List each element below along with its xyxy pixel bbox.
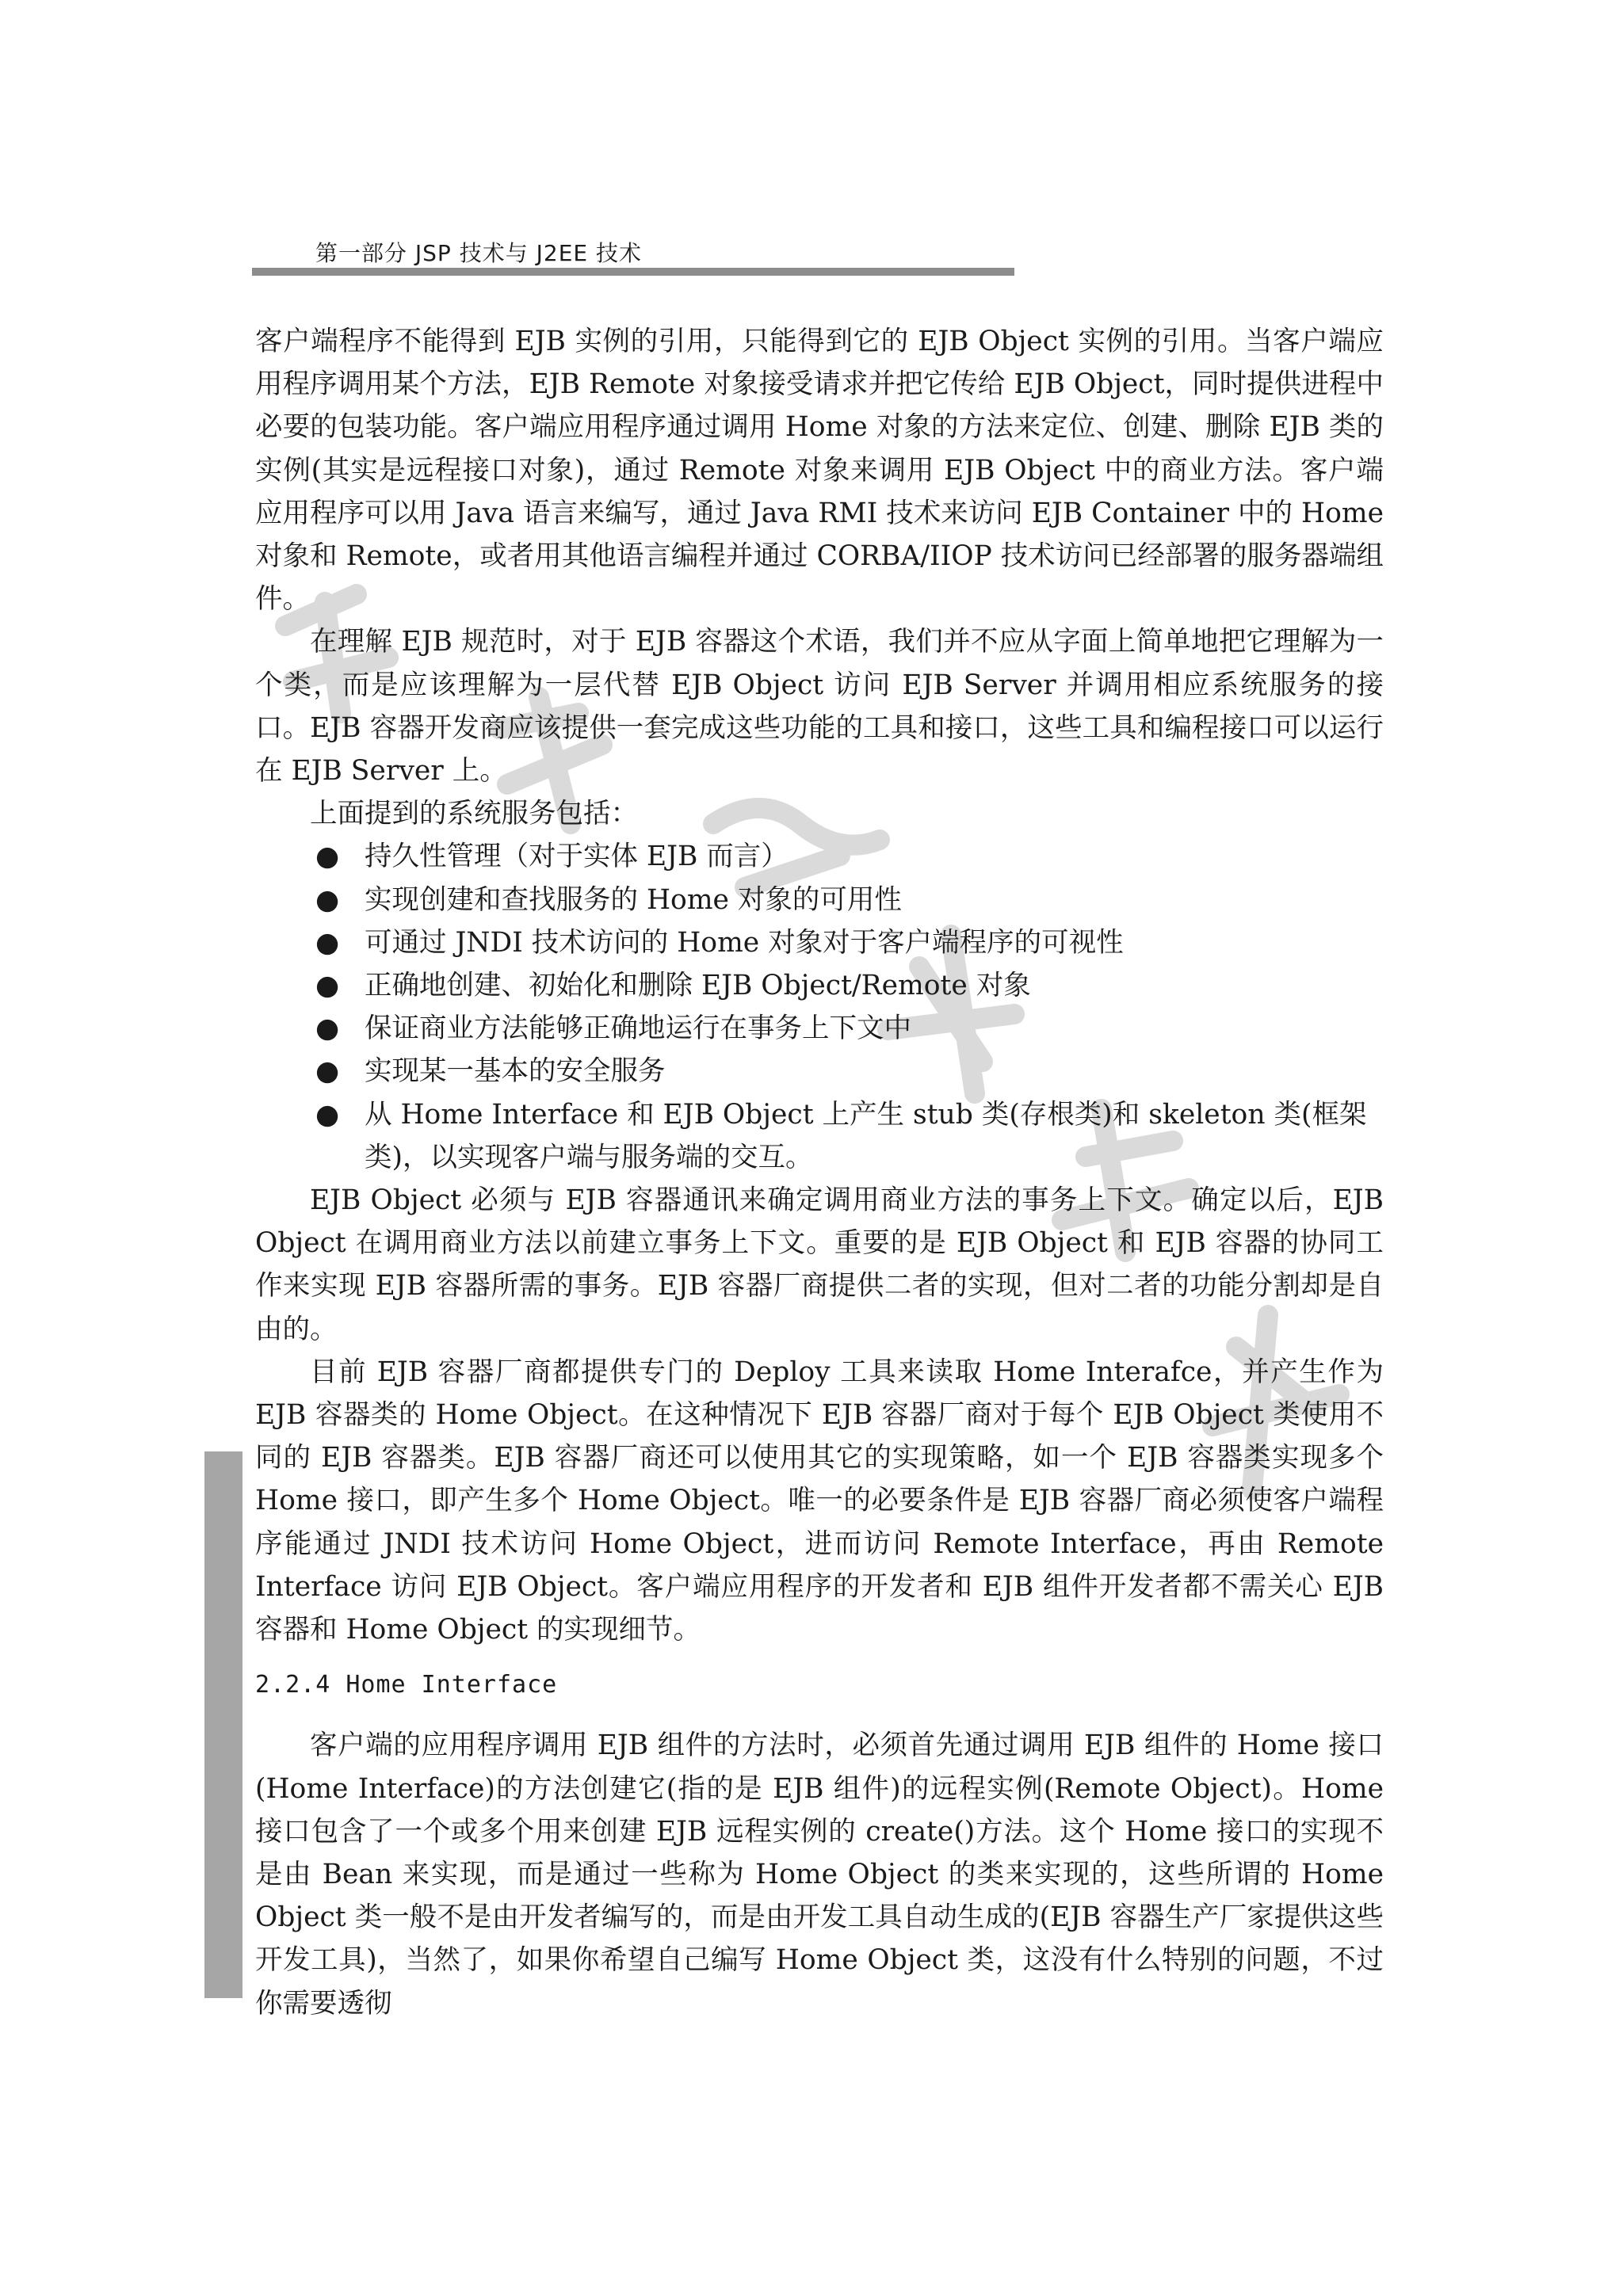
paragraph-4: EJB Object 必须与 EJB 容器通讯来确定调用商业方法的事务上下文。确定以后，EJB Object 在调用商业方法以前建立事务上下文。重要的是 EJB Object 和 EJB 容器的协同工作来实现 EJB 容器所需的事务。EJB 容器厂商提供二者的实现，但对二者的功能分割却是自由的。 [255,1184,1384,1345]
bullet-icon: ● [315,1055,340,1088]
header-rule [252,268,1014,276]
list-item: ● 保证商业方法能够正确地运行在事务上下文中 [255,1007,1384,1050]
list-item: ● 正确地创建、初始化和删除 EJB Object/Remote 对象 [255,964,1384,1007]
list-item: ● 从 Home Interface 和 EJB Object 上产生 stub 类(存根类)和 skeleton 类(框架类)，以实现客户端与服务端的交互。 [255,1093,1384,1179]
service-list [255,835,1384,1179]
list-item: ● 实现某一基本的安全服务 [255,1050,1384,1093]
bullet-icon: ● [315,1098,340,1131]
bullet-icon: ● [315,883,340,916]
list-item: ● 持久性管理（对于实体 EJB 而言） [255,835,1384,878]
page-body [255,320,1384,2025]
margin-tab-bar [204,1451,242,1998]
bullet-icon: ● [315,1013,340,1045]
running-header: 第一部分 JSP 技术与 J2EE 技术 [315,240,642,266]
paragraph-5: 目前 EJB 容器厂商都提供专门的 Deploy 工具来读取 Home Interafce，并产生作为 EJB 容器类的 Home Object。在这种情况下 EJB 容器厂商对于每个 EJB Object 类使用不同的 EJB 容器类。EJB 容器厂商还可以使用其它的实现策略，如一个 EJB 容器类实现多个 Home 接口，即产生多个 Home Object。唯一的必要条件是 EJB 容器厂商必须使客户端程序能通过 JNDI 技术访问 Home Object，进而访问 Remote Interface，再由 Remote Interface 访问 EJB Object。客户端应用程序的开发者和 EJB 组件开发者都不需关心 EJB 容器和 Home Object 的实现细节。 [255,1356,1384,1646]
list-item: ● 实现创建和查找服务的 Home 对象的可用性 [255,879,1384,921]
bullet-icon: ● [315,841,340,873]
paragraph-1: 客户端程序不能得到 EJB 实例的引用，只能得到它的 EJB Object 实例的引用。当客户端应用程序调用某个方法，EJB Remote 对象接受请求并把它传给 EJB Object，同时提供进程中必要的包装功能。客户端应用程序通过调用 Home 对象的方法来定位、创建、删除 EJB 类的实例(其实是远程接口对象)，通过 Remote 对象来调用 EJB Object 中的商业方法。客户端应用程序可以用 Java 语言来编写，通过 Java RMI 技术来访问 EJB Container 中的 Home 对象和 Remote，或者用其他语言编程并通过 CORBA/IIOP 技术访问已经部署的服务器端组件。 [255,326,1384,616]
bullet-icon: ● [315,970,340,1002]
paragraph-6: 客户端的应用程序调用 EJB 组件的方法时，必须首先通过调用 EJB 组件的 Home 接口(Home Interface)的方法创建它(指的是 EJB 组件)的远程实例(Remote Object)。Home 接口包含了一个或多个用来创建 EJB 远程实例的 create()方法。这个 Home 接口的实现不是由 Bean 来实现，而是通过一些称为 Home Object 的类来实现的，这些所谓的 Home Object 类一般不是由开发者编写的，而是由开发工具自动生成的(EJB 容器生产厂家提供这些开发工具)，当然了，如果你希望自己编写 Home Object 类，这没有什么特别的问题，不过你需要透彻 [255,1730,1384,2019]
list-item: ● 可通过 JNDI 技术访问的 Home 对象对于客户端程序的可视性 [255,921,1384,964]
paragraph-2: 在理解 EJB 规范时，对于 EJB 容器这个术语，我们并不应从字面上简单地把它理解为一个类，而是应该理解为一层代替 EJB Object 访问 EJB Server 并调用相应系统服务的接口。EJB 容器开发商应该提供一套完成这些功能的工具和接口，这些工具和编程接口可以运行在 EJB Server 上。 [255,626,1384,788]
section-heading: 2.2.4 Home Interface [255,1671,558,1699]
bullet-icon: ● [315,926,340,959]
paragraph-3: 上面提到的系统服务包括： [310,798,638,830]
